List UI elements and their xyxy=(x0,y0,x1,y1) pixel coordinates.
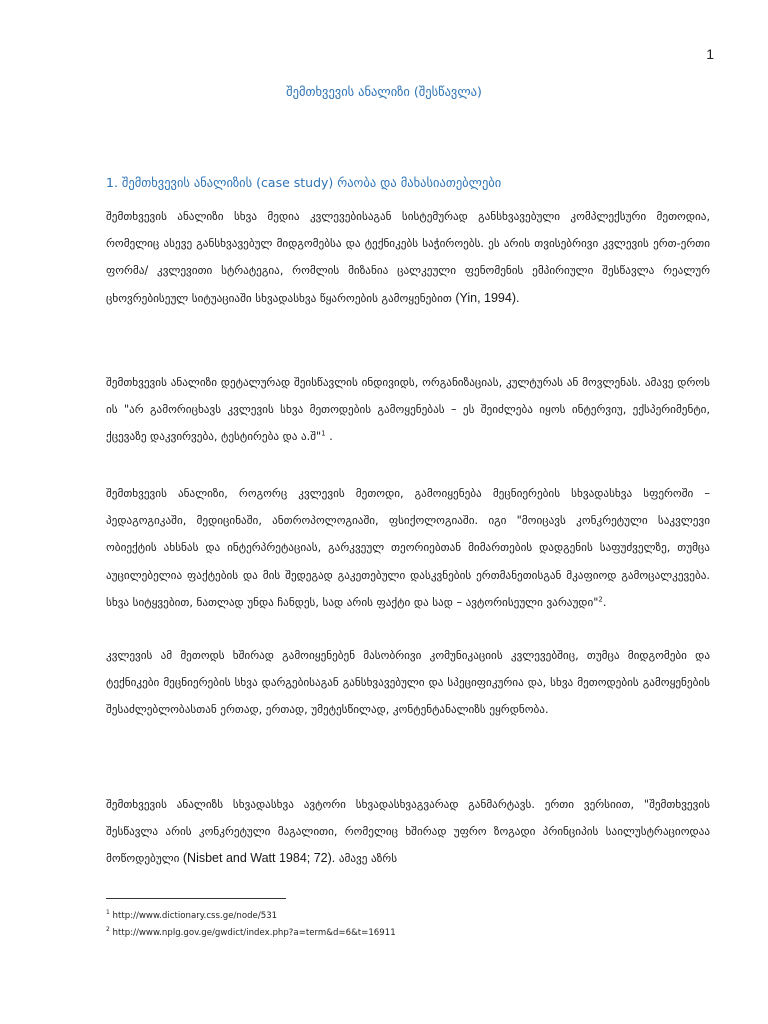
paragraph-4 xyxy=(106,642,710,724)
footnote-1-link[interactable]: http://www.dictionary.css.ge/node/531 xyxy=(109,910,278,921)
footnote-ref-1[interactable]: 1 xyxy=(321,429,326,438)
footnote-2-number: 2 xyxy=(106,926,110,934)
citation-yin: (Yin, 1994). xyxy=(451,290,520,305)
paragraph-2-end: . xyxy=(325,430,333,444)
paragraph-5 xyxy=(106,791,710,873)
footnote-1 xyxy=(106,906,396,923)
footnote-ref-2[interactable]: 2 xyxy=(598,595,603,604)
paragraph-4-text: კვლევის ამ მეთოდს ხშირად გამოიყენებენ მასობრივი კომუნიკაციის კვლევებშიც, თუმცა მიდგომები და ტექნიკები მეცნიერების სხვა დარგებისაგან განსხვავებული და სპეციფიკურია და, სხვა მეთოდების გამოყენების შესაძლებლობასთან ერთად, ერთად, უმეტესწილად, კონტენტანალიზს ეყრდნობა. xyxy=(106,649,710,717)
paragraph-5-end: ამავე აზრს xyxy=(335,852,398,866)
paragraph-2 xyxy=(106,369,710,451)
footnotes xyxy=(106,906,396,941)
document-title: შემთხვევის ანალიზი (შესწავლა) xyxy=(286,84,482,99)
paragraph-3-end: . xyxy=(602,595,607,609)
footnote-1-number: 1 xyxy=(106,909,110,916)
page-number: 1 xyxy=(706,46,714,62)
paragraph-1 xyxy=(106,203,710,312)
paragraph-2-text: შემთხვევის ანალიზი დეტალურად შეისწავლის ინდივიდს, ორგანიზაციას, კულტურას ან მოვლენას. ამავე დროს ის "არ გამორიცხავს კვლევის სხვა მეთოდების გამოყენებას – ეს შეიძლება იყოს ინტერვიუ, ექსპერიმენტი, ქცევაზე დაკვირვება, ტესტირება და ა.შ" xyxy=(106,376,710,444)
footnote-2 xyxy=(106,923,396,940)
section-heading: 1. შემთხვევის ანალიზის (case study) რაობა და მახასიათებლები xyxy=(106,175,502,190)
citation-nisbet-watt: (Nisbet and Watt 1984; 72). xyxy=(179,851,336,866)
paragraph-5-text: შემთხვევის ანალიზს სხვადასხვა ავტორი სხვადასხვაგვარად განმარტავს. ერთი ვერსიით, "შემთხვევის შესწავლა არის კონკრეტული მაგალითი, რომელიც ხშირად უფრო ზოგადი პრინციპის საილუსტრაციოდაა მოწოდებული xyxy=(106,798,710,866)
paragraph-3-text: შემთხვევის ანალიზი, როგორც კვლევის მეთოდი, გამოიყენება მეცნიერების სხვადასხვა სფეროში – პედაგოგიკაში, მედიცინაში, ანთროპოლოგიაში, ფსიქოლოგიაში. იგი "მოიცავს კონკრეტული საკვლევი ობიექტის ახსნას და ინტერპრეტაციას, გარკვეულ თეორიებთან მიმართების დადგენის საფუძველზე, თუმცა აუცილებელია ფაქტების და მის შედეგად გაკეთებული დასკვნების ერთმანეთისგან მკაფიოდ გამოცალკევება. სხვა სიტყვებით, ნათლად უნდა ჩანდეს, სად არის ფაქტი და სად – ავტორისეული ვარაუდი" xyxy=(106,487,710,609)
footnote-2-link[interactable]: http://www.nplg.gov.ge/gwdict/index.php?a=term&d=6&t=16911 xyxy=(109,928,396,939)
paragraph-3 xyxy=(106,480,710,616)
footnote-separator xyxy=(106,898,286,899)
paragraph-1-text: შემთხვევის ანალიზი სხვა მედია კვლევებისაგან სისტემურად განსხვავებული კომპლექსური მეთოდია, რომელიც ასევე განსხვავებულ მიდგომებსა და ტექნიკებს საჭიროებს. ეს არის თვისებრივი კვლევის ერთ-ერთი ფორმა/ კვლევითი სტრატეგია, რომლის მიზანია ცალკეული ფენომენის ემპირიული შესწავლა რეალურ ცხოვრებისეულ სიტუაციაში სხვადასხვა წყაროების გამოყენებით xyxy=(106,210,710,305)
